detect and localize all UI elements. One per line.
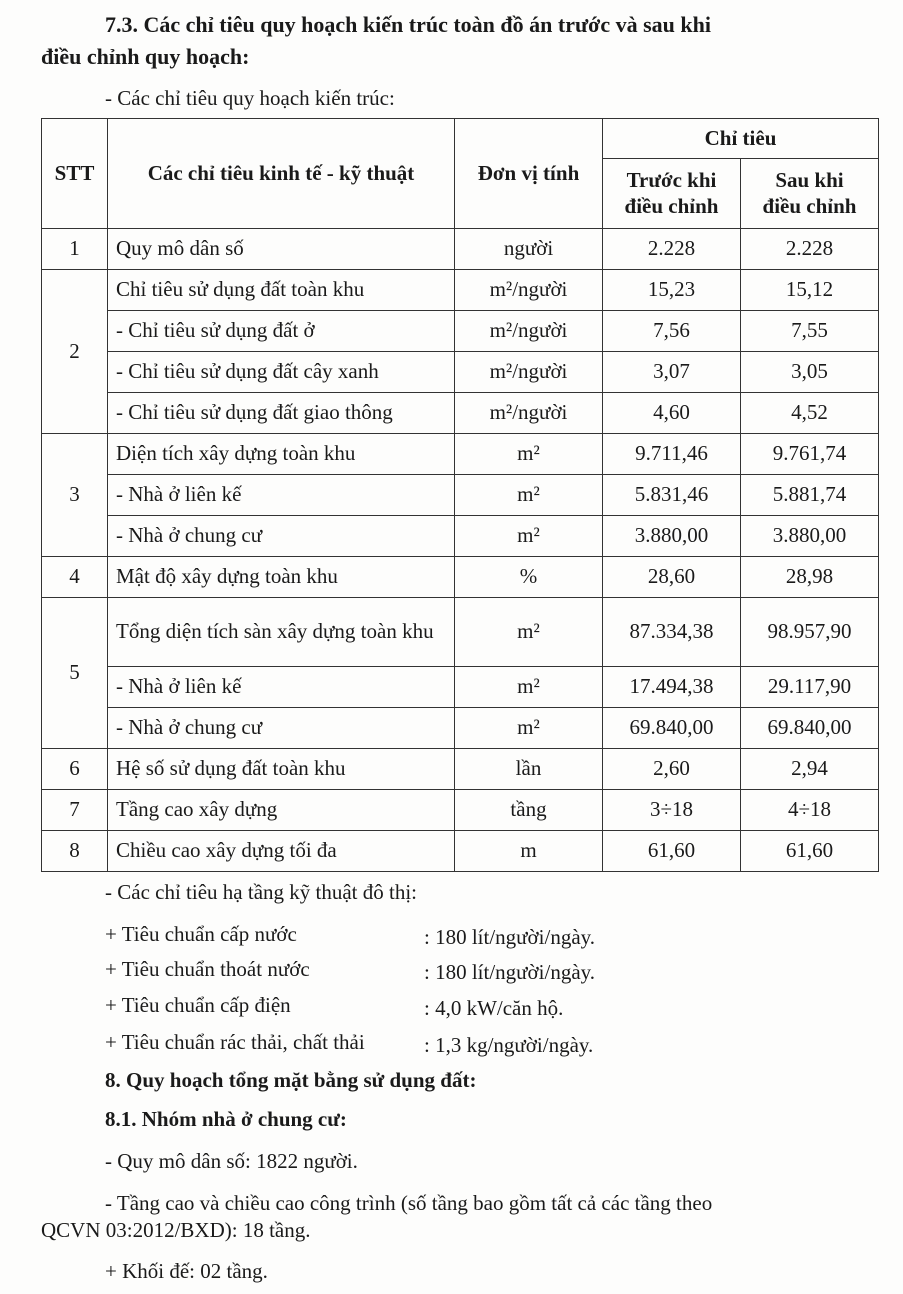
cell-unit: tầng [455, 790, 603, 831]
population-line: - Quy mô dân số: 1822 người. [105, 1149, 358, 1173]
header-stt: STT [42, 119, 108, 229]
table-row [42, 749, 879, 790]
cell-after: 29.117,90 [741, 667, 879, 708]
table-row [42, 831, 879, 872]
cell-unit: người [455, 229, 603, 270]
cell-after: 4,52 [741, 393, 879, 434]
cell-name: Mật độ xây dựng toàn khu [108, 557, 455, 598]
cell-stt: 1 [42, 229, 108, 270]
cell-before: 4,60 [603, 393, 741, 434]
section-7-3-heading-line1: 7.3. Các chỉ tiêu quy hoạch kiến trúc toàn đồ án trước và sau khi [105, 12, 711, 37]
cell-name: Diện tích xây dựng toàn khu [108, 434, 455, 475]
cell-stt: 6 [42, 749, 108, 790]
intro-architecture-criteria: - Các chỉ tiêu quy hoạch kiến trúc: [105, 86, 395, 110]
cell-name: - Chỉ tiêu sử dụng đất giao thông [108, 393, 455, 434]
cell-after: 5.881,74 [741, 475, 879, 516]
cell-after: 2,94 [741, 749, 879, 790]
cell-name: - Nhà ở chung cư [108, 708, 455, 749]
section-7-3-heading-line2: điều chỉnh quy hoạch: [41, 44, 250, 69]
podium-line: + Khối đế: 02 tầng. [105, 1259, 268, 1283]
section-8-heading: 8. Quy hoạch tổng mặt bằng sử dụng đất: [105, 1068, 477, 1092]
header-after-line1: Sau khi [775, 168, 844, 193]
cell-unit: m² [455, 516, 603, 557]
header-before-line1: Trước khi [626, 168, 717, 193]
cell-before: 61,60 [603, 831, 741, 872]
cell-unit: m² [455, 598, 603, 667]
infra-value-power: : 4,0 kW/căn hộ. [424, 996, 564, 1020]
cell-after: 98.957,90 [741, 598, 879, 667]
cell-after: 3.880,00 [741, 516, 879, 557]
header-criteria: Các chỉ tiêu kinh tế - kỹ thuật [108, 119, 455, 229]
table-row [42, 311, 879, 352]
table-row [42, 434, 879, 475]
cell-name: - Chỉ tiêu sử dụng đất ở [108, 311, 455, 352]
cell-before: 5.831,46 [603, 475, 741, 516]
header-after [741, 159, 879, 229]
cell-before: 9.711,46 [603, 434, 741, 475]
infra-value-waste: : 1,3 kg/người/ngày. [424, 1033, 594, 1057]
table-row [42, 229, 879, 270]
cell-before: 2,60 [603, 749, 741, 790]
table-row [42, 557, 879, 598]
cell-stt: 8 [42, 831, 108, 872]
infra-label-waste: + Tiêu chuẩn rác thải, chất thải [105, 1030, 365, 1054]
cell-after: 7,55 [741, 311, 879, 352]
cell-name: Hệ số sử dụng đất toàn khu [108, 749, 455, 790]
section-8-1-heading: 8.1. Nhóm nhà ở chung cư: [105, 1107, 347, 1131]
cell-name: Quy mô dân số [108, 229, 455, 270]
table-row [42, 516, 879, 557]
cell-unit: % [455, 557, 603, 598]
cell-stt: 7 [42, 790, 108, 831]
table-row [42, 393, 879, 434]
cell-name: Tổng diện tích sàn xây dựng toàn khu [108, 598, 455, 667]
cell-before: 69.840,00 [603, 708, 741, 749]
cell-before: 3÷18 [603, 790, 741, 831]
cell-name: - Nhà ở liên kế [108, 667, 455, 708]
cell-name: Chiều cao xây dựng tối đa [108, 831, 455, 872]
cell-unit: m² [455, 434, 603, 475]
cell-unit: lần [455, 749, 603, 790]
cell-before: 2.228 [603, 229, 741, 270]
cell-after: 9.761,74 [741, 434, 879, 475]
cell-unit: m²/người [455, 352, 603, 393]
cell-name: Chỉ tiêu sử dụng đất toàn khu [108, 270, 455, 311]
table-row [42, 790, 879, 831]
cell-unit: m [455, 831, 603, 872]
cell-unit: m²/người [455, 393, 603, 434]
header-before [603, 159, 741, 229]
header-group: Chỉ tiêu [603, 119, 879, 159]
header-unit: Đơn vị tính [455, 119, 603, 229]
cell-before: 15,23 [603, 270, 741, 311]
cell-unit: m² [455, 667, 603, 708]
cell-before: 3,07 [603, 352, 741, 393]
cell-name: Tầng cao xây dựng [108, 790, 455, 831]
cell-before: 7,56 [603, 311, 741, 352]
cell-name: - Chỉ tiêu sử dụng đất cây xanh [108, 352, 455, 393]
table-row [42, 708, 879, 749]
cell-after: 2.228 [741, 229, 879, 270]
height-line-2: QCVN 03:2012/BXD): 18 tầng. [41, 1218, 311, 1242]
infra-label-power: + Tiêu chuẩn cấp điện [105, 993, 291, 1017]
cell-unit: m²/người [455, 270, 603, 311]
cell-unit: m² [455, 708, 603, 749]
infra-intro: - Các chỉ tiêu hạ tầng kỹ thuật đô thị: [105, 880, 418, 904]
criteria-table [41, 118, 879, 872]
infra-label-drainage: + Tiêu chuẩn thoát nước [105, 957, 310, 981]
table-row [42, 667, 879, 708]
infra-value-drainage: : 180 lít/người/ngày. [424, 960, 596, 984]
cell-after: 4÷18 [741, 790, 879, 831]
cell-after: 61,60 [741, 831, 879, 872]
cell-name: - Nhà ở liên kế [108, 475, 455, 516]
cell-after: 28,98 [741, 557, 879, 598]
cell-name: - Nhà ở chung cư [108, 516, 455, 557]
height-line-1: - Tầng cao và chiều cao công trình (số tầng bao gồm tất cả các tầng theo [105, 1191, 713, 1215]
table-row [42, 270, 879, 311]
cell-after: 69.840,00 [741, 708, 879, 749]
cell-stt: 4 [42, 557, 108, 598]
cell-stt: 3 [42, 434, 108, 557]
cell-stt: 5 [42, 598, 108, 749]
cell-unit: m²/người [455, 311, 603, 352]
cell-after: 3,05 [741, 352, 879, 393]
cell-before: 28,60 [603, 557, 741, 598]
cell-before: 3.880,00 [603, 516, 741, 557]
header-before-line2: điều chỉnh [624, 193, 719, 218]
infra-value-water-supply: : 180 lít/người/ngày. [424, 925, 596, 949]
cell-unit: m² [455, 475, 603, 516]
cell-before: 17.494,38 [603, 667, 741, 708]
cell-before: 87.334,38 [603, 598, 741, 667]
cell-stt: 2 [42, 270, 108, 434]
infra-label-water-supply: + Tiêu chuẩn cấp nước [105, 922, 297, 946]
table-row [42, 352, 879, 393]
cell-after: 15,12 [741, 270, 879, 311]
table-row [42, 598, 879, 667]
header-after-line2: điều chỉnh [762, 193, 857, 218]
table-row [42, 475, 879, 516]
